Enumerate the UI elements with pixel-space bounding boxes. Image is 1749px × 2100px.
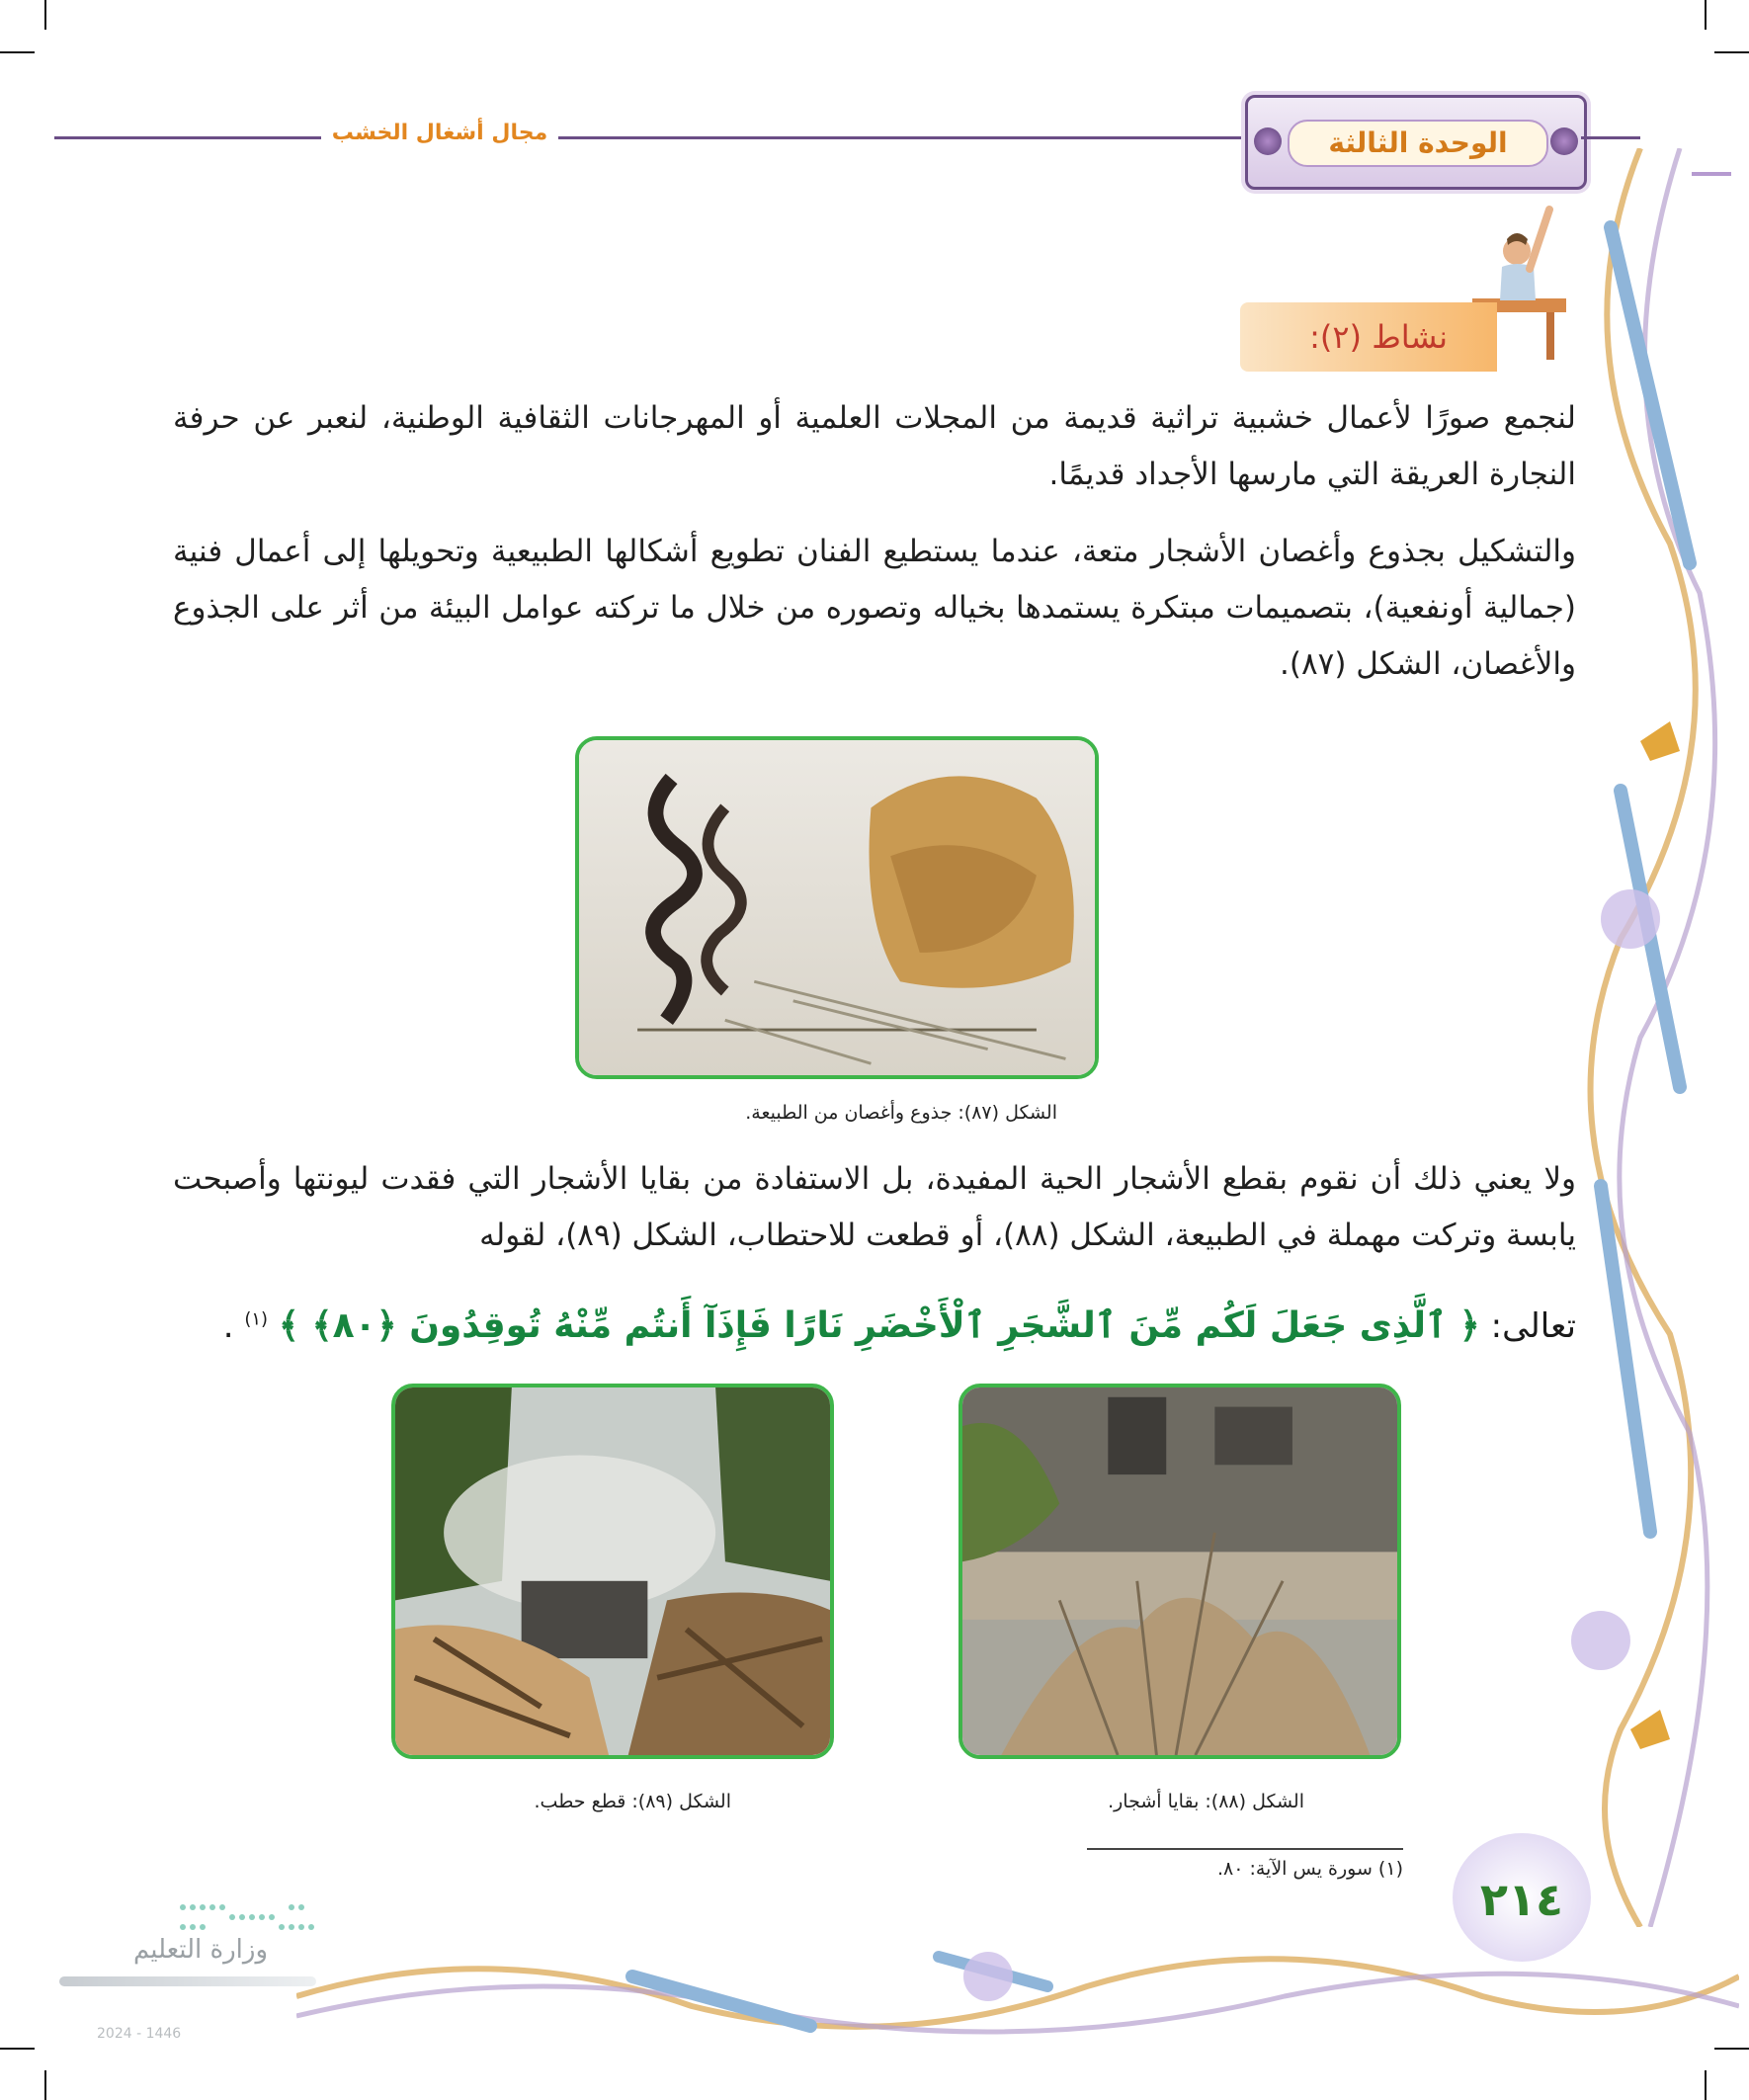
- crop-mark: [44, 0, 46, 30]
- figure-87-caption: الشكل (٨٧): جذوع وأغصان من الطبيعة.: [745, 1102, 1057, 1124]
- edition-year: 2024 - 1446: [97, 2026, 182, 2042]
- unit-title: الوحدة الثالثة: [1288, 120, 1548, 167]
- figure-89-caption: الشكل (٨٩): قطع حطب.: [534, 1791, 731, 1812]
- paragraph-3: ولا يعني ذلك أن نقوم بقطع الأشجار الحية المفيدة، بل الاستفادة من بقايا الأشجار التي فقدت ليونتها وأصبحت يابسة وتركت مهملة في الطبيعة، الشكل (٨٨)، أو قطعت للاحتطاب، الشكل (٨٩)، لقوله: [173, 1161, 1576, 1253]
- ministry-name: وزارة التعليم: [132, 1935, 269, 1965]
- footnote-rule: [1087, 1848, 1403, 1850]
- decorative-border: [1522, 148, 1739, 1927]
- paragraph-1: لنجمع صورًا لأعمال خشبية تراثية قديمة من المجلات العلمية أو المهرجانات الثقافية الوطنية، لنعبر عن حرفة النجارة العريقة التي مارسها الأجداد قديمًا.: [173, 400, 1576, 492]
- crop-mark: [1714, 51, 1749, 53]
- ministry-rule: [59, 1976, 316, 1986]
- figure-89-photo: [391, 1384, 834, 1759]
- field-title: مجال أشغال الخشب: [331, 121, 548, 145]
- paragraph-2: والتشكيل بجذوع وأغصان الأشجار متعة، عندما يستطيع الفنان تطويع أشكالها الطبيعية وتحويلها إلى أعمال فنية (جمالية أونفعية)، بتصميمات مبتكرة يستمدها بخياله وتصوره من خلال ما تركته عوامل البيئة من أثر على الجذوع والأغصان، الشكل (٨٧).: [173, 534, 1576, 682]
- ministry-logo-icon: [173, 1897, 321, 1937]
- verse-end: .: [222, 1306, 234, 1346]
- crop-mark: [0, 2048, 35, 2050]
- figure-88-caption: الشكل (٨٨): بقايا أشجار.: [1108, 1791, 1304, 1812]
- verse-prefix: تعالى:: [1490, 1306, 1576, 1346]
- header-rule-right: [1581, 136, 1640, 139]
- figure-88-photo: [958, 1384, 1401, 1759]
- quran-verse-line: [222, 1305, 1576, 1365]
- header-rule-mid: [558, 136, 1250, 139]
- page-number: ٢١٤: [1479, 1873, 1564, 1926]
- activity-label: نشاط (٢):: [1240, 302, 1497, 372]
- header-rule-left: [54, 136, 321, 139]
- quran-verse: ﴿ ٱلَّذِى جَعَلَ لَكُم مِّنَ ٱلشَّجَرِ ٱلْأَخْضَرِ نَارًا فَإِذَآ أَنتُم مِّنْهُ تُوقِدُونَ ﴿٨٠﴾ ﴾: [278, 1305, 1480, 1346]
- figure-87-photo: [575, 736, 1099, 1079]
- footnote-ref: (١): [244, 1308, 269, 1330]
- crop-mark: [1705, 0, 1707, 30]
- ornament-icon: [1254, 127, 1282, 155]
- crop-mark: [1705, 2070, 1707, 2100]
- crop-mark: [0, 51, 35, 53]
- footnote: (١) سورة يس الآية: ٨٠.: [1216, 1858, 1403, 1880]
- crop-mark: [44, 2070, 46, 2100]
